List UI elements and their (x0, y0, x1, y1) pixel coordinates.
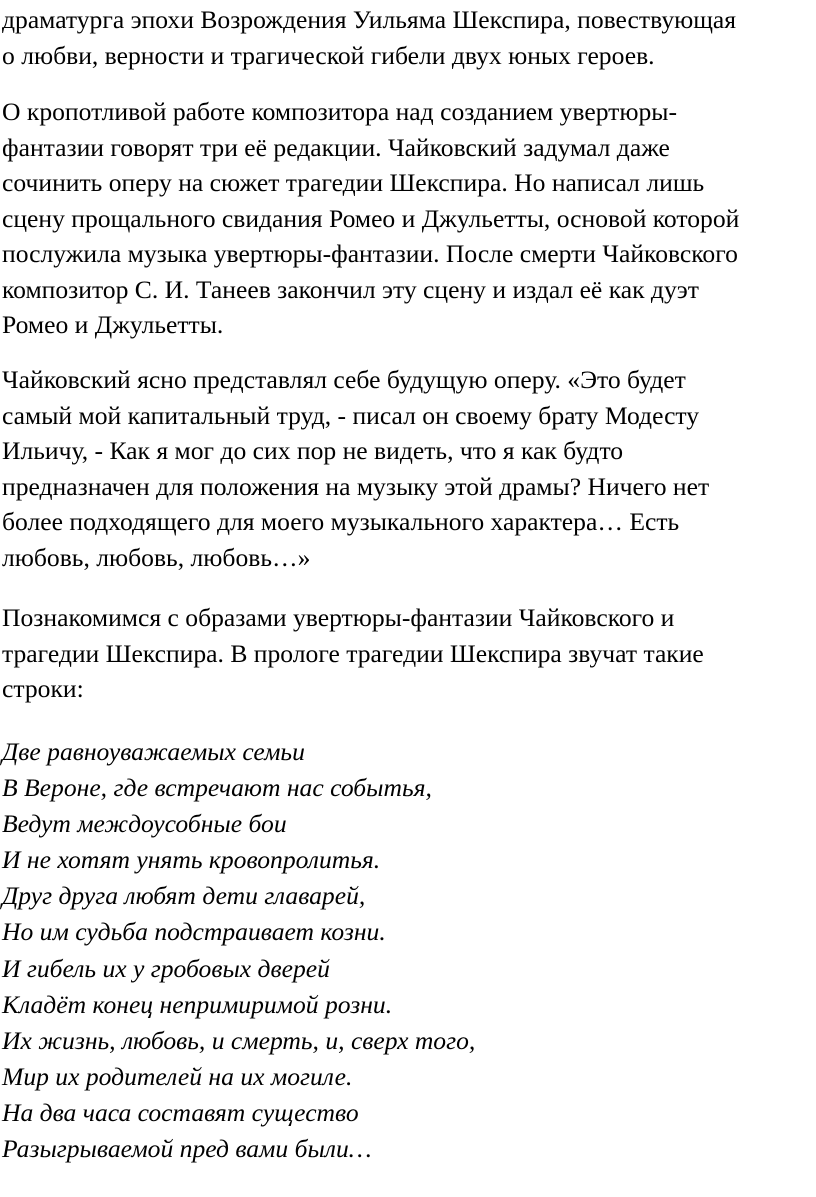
text-line: драматурга эпохи Возрождения Уильяма Шекспира, повествующая (2, 5, 737, 34)
text-line: самый мой капитальный труд, - писал он своему брату Модесту (2, 400, 700, 430)
paragraph-overture-editions (2, 94, 739, 343)
poem-line: В Вероне, где встречают нас событья, (2, 773, 432, 803)
text-line: сочинить оперу на сюжет трагедии Шекспира. Но написал лишь (2, 168, 705, 197)
paragraph-quote-letter (2, 362, 709, 575)
text-line: композитор С. И. Танеев закончил эту сцену и издал её как дуэт (2, 274, 699, 304)
poem-line: Разыгрываемой пред вами были… (2, 1134, 372, 1164)
text-line: Ромео и Джульетты. (2, 310, 224, 339)
text-line: О кропотливой работе композитора над созданием увертюры- (2, 97, 677, 126)
paragraph-intro (2, 2, 736, 73)
text-line: о любви, верности и трагической гибели двух юных героев. (2, 40, 655, 70)
poem-line: Друг друга любят дети главарей, (2, 881, 366, 911)
text-line: фантазии говорят три её редакции. Чайковский задумал даже (2, 132, 670, 162)
poem-line: Две равноуважаемых семьи (2, 737, 305, 766)
text-line: Ильичу, - Как я мог до сих пор не видеть, что я как будто (2, 436, 624, 465)
poem-line: Ведут междоусобные бои (2, 809, 287, 839)
text-line: трагедии Шекспира. В прологе трагедии Шекспира звучат такие (2, 638, 704, 668)
poem-line: Их жизнь, любовь, и смерть, и, сверх того, (2, 1025, 476, 1055)
text-line: более подходящего для моего музыкального характера… Есть (2, 507, 680, 536)
text-line: строки: (2, 674, 84, 703)
poem-line: И гибель их у гробовых дверей (2, 953, 330, 983)
poem-line: И не хотят унять кровопролитья. (2, 845, 381, 875)
text-line: Познакомимся с образами увертюры-фантазии Чайковского и (2, 603, 675, 632)
text-line: Чайковский ясно представлял себе будущую оперу. «Это будет (2, 365, 686, 394)
text-line: любовь, любовь, любовь…» (2, 542, 311, 572)
poem-line: Но им судьба подстраивает козни. (2, 917, 386, 947)
text-line: послужила музыка увертюры-фантазии. После смерти Чайковского (2, 239, 738, 268)
text-line: предназначен для положения на музыку этой драмы? Ничего нет (2, 471, 710, 501)
poem-line: Мир их родителей на их могиле. (2, 1061, 353, 1091)
poem-line: На два часа составят существо (2, 1097, 359, 1127)
prologue-poem (2, 734, 475, 1167)
text-line: сцену прощального свидания Ромео и Джульетты, основой которой (2, 203, 740, 233)
paragraph-prologue-intro (2, 600, 704, 707)
poem-line: Кладёт конец непримиримой розни. (2, 989, 393, 1019)
